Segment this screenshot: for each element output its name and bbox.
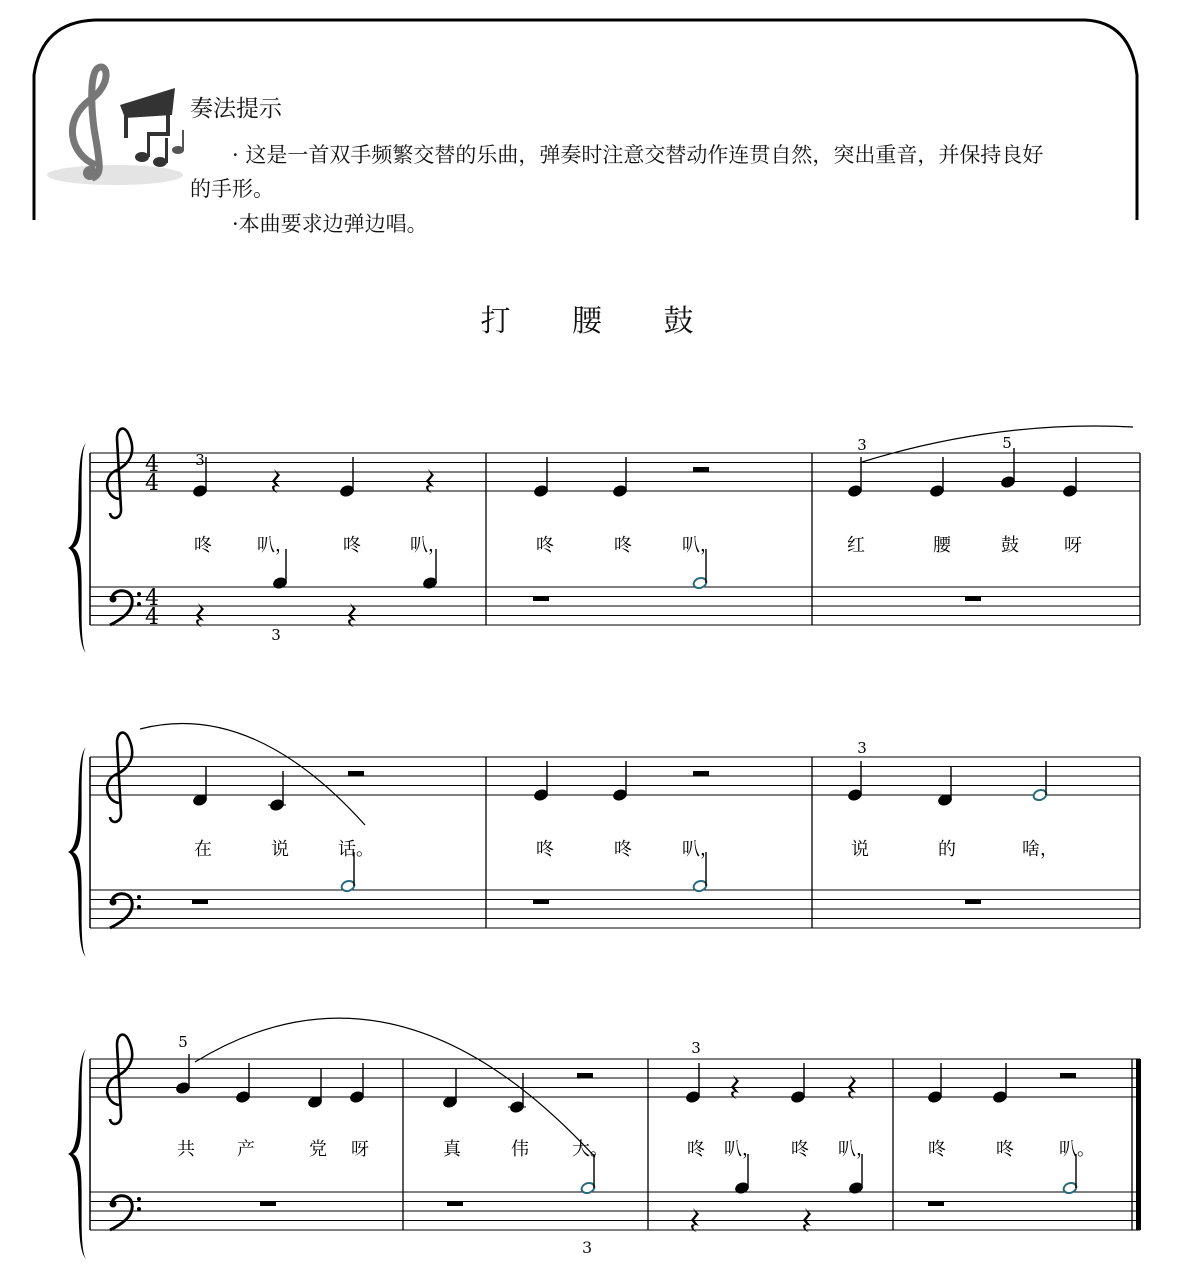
tips-title: 奏法提示 xyxy=(190,96,282,122)
slur xyxy=(862,426,1133,462)
half-rest xyxy=(693,771,709,776)
note xyxy=(509,1073,524,1114)
tips-line-3: ·本曲要求边弹边唱。 xyxy=(232,212,428,236)
bass-staff xyxy=(90,890,1140,928)
note xyxy=(339,457,354,498)
half-rest xyxy=(928,1201,944,1206)
lyric-syllable: 产 xyxy=(237,1139,255,1160)
note xyxy=(685,1063,700,1104)
lyric-syllable: 鼓 xyxy=(1001,535,1019,556)
slur xyxy=(140,724,365,825)
fingering-number: 5 xyxy=(1002,434,1012,452)
note xyxy=(1000,448,1015,489)
note xyxy=(533,761,548,802)
bass-clef-icon xyxy=(110,894,142,928)
note xyxy=(927,1063,942,1104)
note xyxy=(1062,1154,1077,1195)
lyric-syllable: 咚 xyxy=(536,839,554,860)
note xyxy=(235,1063,250,1104)
treble-clef-icon xyxy=(107,1035,132,1124)
note xyxy=(929,457,944,498)
half-rest xyxy=(965,596,981,601)
brace xyxy=(68,443,86,653)
half-rest xyxy=(693,467,709,472)
note xyxy=(192,766,207,807)
fingering-number: 3 xyxy=(691,1039,701,1057)
note xyxy=(734,1154,749,1195)
lyric-syllable: 红 xyxy=(847,535,865,556)
bass-staff xyxy=(90,587,1140,625)
lyric-syllable: 说 xyxy=(271,839,289,860)
lyric-syllable: 咚 xyxy=(614,839,632,860)
lyric-syllable: 咚 xyxy=(687,1139,705,1160)
half-rest xyxy=(965,899,981,904)
half-rest xyxy=(260,1201,276,1206)
treble-clef-icon xyxy=(107,733,132,822)
brace xyxy=(68,1049,86,1259)
lyric-syllable: 话。 xyxy=(338,839,374,860)
tips-line-1: · 这是一首双手频繁交替的乐曲，弹奏时注意交替动作连贯自然，突出重音，并保持良好 xyxy=(232,143,1044,167)
fingering-number: 3 xyxy=(857,739,867,757)
lyric-syllable: 腰 xyxy=(933,535,951,556)
treble-clef-icon xyxy=(107,429,132,518)
lyric-syllable: 咚 xyxy=(928,1139,946,1160)
lyric-syllable: 党 xyxy=(309,1139,327,1160)
treble-staff xyxy=(90,757,1140,795)
treble-staff xyxy=(90,1059,1140,1097)
half-rest xyxy=(533,899,549,904)
note xyxy=(790,1063,805,1104)
fingering-number: 3 xyxy=(271,626,281,644)
note xyxy=(1062,457,1077,498)
bass-staff xyxy=(90,1192,1140,1230)
treble-staff xyxy=(90,453,1140,491)
time-signature-top: 4 xyxy=(145,452,159,477)
note xyxy=(937,766,952,807)
note xyxy=(847,457,862,498)
tips-line-2: 的手形。 xyxy=(190,177,274,201)
lyric-syllable: 伟 xyxy=(511,1139,529,1160)
time-signature-top: 4 xyxy=(145,586,159,611)
lyric-syllable: 呀 xyxy=(1064,535,1082,556)
lyric-syllable: 说 xyxy=(851,839,869,860)
lyric-syllable: 咚 xyxy=(996,1139,1014,1160)
half-rest xyxy=(1060,1073,1076,1078)
lyric-syllable: 咚 xyxy=(536,535,554,556)
time-signature-bottom: 4 xyxy=(145,605,159,630)
half-rest xyxy=(577,1073,593,1078)
half-rest xyxy=(348,771,364,776)
note xyxy=(612,457,627,498)
lyric-syllable: 真 xyxy=(443,1139,461,1160)
note xyxy=(307,1068,322,1109)
lyric-syllable: 叭， xyxy=(724,1139,760,1160)
lyric-syllable: 叭， xyxy=(682,839,718,860)
lyric-syllable: 在 xyxy=(194,839,212,860)
song-title: 打 腰 鼓 xyxy=(480,304,720,339)
lyric-syllable: 叭， xyxy=(257,535,293,556)
lyric-syllable: 的 xyxy=(938,839,956,860)
half-rest xyxy=(447,1201,463,1206)
final-barline xyxy=(1136,1059,1141,1230)
note xyxy=(848,1154,863,1195)
lyric-syllable: 咚 xyxy=(614,535,632,556)
lyric-syllable: 叭， xyxy=(838,1139,874,1160)
lyric-syllable: 咚 xyxy=(343,535,361,556)
lyric-syllable: 共 xyxy=(177,1139,195,1160)
lyric-syllable: 咚 xyxy=(194,535,212,556)
fingering-number: 3 xyxy=(195,451,205,469)
note xyxy=(533,457,548,498)
lyric-syllable: 大。 xyxy=(572,1139,608,1160)
note xyxy=(175,1054,190,1095)
lyric-syllable: 叭。 xyxy=(1059,1139,1095,1160)
note xyxy=(992,1063,1007,1104)
lyric-syllable: 咚 xyxy=(791,1139,809,1160)
note xyxy=(442,1068,457,1109)
lyric-syllable: 呀 xyxy=(351,1139,369,1160)
time-signature-bottom: 4 xyxy=(145,471,159,496)
note xyxy=(269,771,284,812)
bass-clef-icon xyxy=(110,1196,142,1230)
fingering-number: 5 xyxy=(178,1033,188,1051)
half-rest xyxy=(533,596,549,601)
note xyxy=(349,1063,364,1104)
note xyxy=(847,761,862,802)
page-number: 3 xyxy=(582,1238,593,1257)
fingering-number: 3 xyxy=(857,436,867,454)
half-rest xyxy=(192,899,208,904)
lyric-syllable: 叭， xyxy=(410,535,446,556)
note xyxy=(612,761,627,802)
brace xyxy=(68,747,86,957)
lyric-syllable: 叭， xyxy=(682,535,718,556)
lyric-syllable: 啥， xyxy=(1022,839,1058,860)
bass-clef-icon xyxy=(110,591,142,625)
note xyxy=(1032,761,1047,802)
note xyxy=(580,1154,595,1195)
